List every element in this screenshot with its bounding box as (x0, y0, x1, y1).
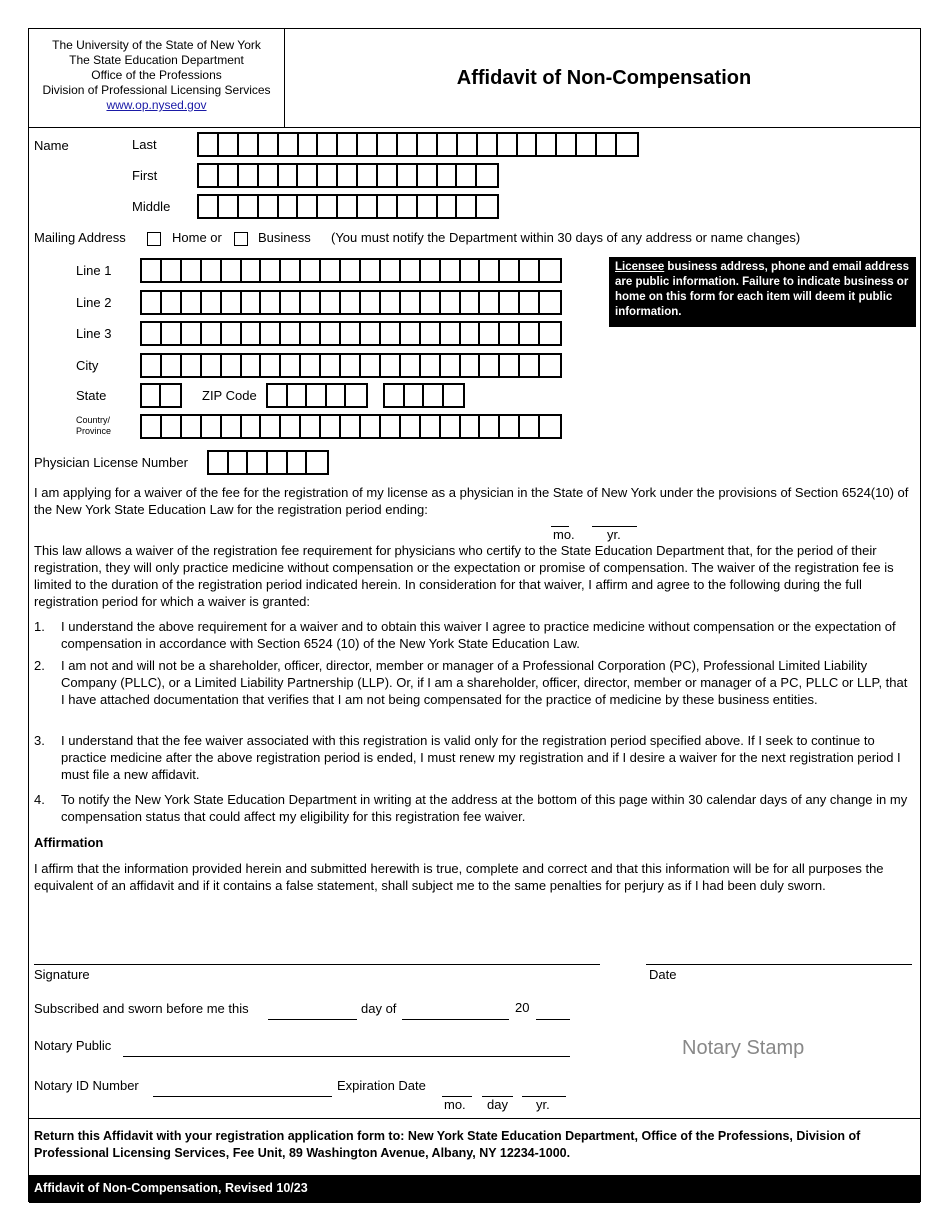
char-box[interactable] (478, 134, 498, 155)
zip-label: ZIP Code (202, 388, 257, 403)
char-box[interactable] (405, 385, 425, 406)
char-box[interactable] (222, 416, 242, 437)
char-box[interactable] (298, 196, 318, 217)
char-box[interactable] (480, 416, 500, 437)
char-box[interactable] (401, 323, 421, 344)
char-box[interactable] (520, 292, 540, 313)
char-box[interactable] (577, 134, 597, 155)
return-instructions: Return this Affidavit with your registration application form to: New York State Education Department, Office of the Professions, Division of Professional Licensing Services, Fee Unit, 89 Washington Avenue, Albany, NY 12234-1000. (34, 1129, 861, 1160)
char-box[interactable] (242, 260, 262, 281)
business-label: Business (258, 230, 311, 245)
char-box[interactable] (438, 196, 458, 217)
char-box[interactable] (358, 134, 378, 155)
char-box[interactable] (401, 416, 421, 437)
char-box[interactable] (457, 196, 477, 217)
country-label (76, 415, 111, 437)
sworn-month-line[interactable] (402, 1019, 509, 1020)
char-box[interactable] (346, 385, 366, 406)
char-box[interactable] (219, 196, 239, 217)
char-box[interactable] (261, 355, 281, 376)
char-box[interactable] (418, 196, 438, 217)
city-boxes[interactable] (140, 353, 562, 378)
char-box[interactable] (421, 416, 441, 437)
char-box[interactable] (288, 452, 308, 473)
char-box[interactable] (398, 196, 418, 217)
notary-id-label: Notary ID Number (34, 1078, 139, 1093)
notary-public-line[interactable] (123, 1056, 570, 1057)
agency-line: The University of the State of New York (52, 38, 261, 52)
char-box[interactable] (378, 134, 398, 155)
char-box[interactable] (477, 196, 497, 217)
char-box[interactable] (378, 165, 398, 186)
public-info-notice (609, 257, 916, 327)
last-name-label: Last (132, 137, 157, 152)
char-box[interactable] (321, 416, 341, 437)
period-year-label: yr. (607, 527, 621, 542)
period-month-label: mo. (553, 527, 575, 542)
char-box[interactable] (161, 385, 180, 406)
char-box[interactable] (421, 323, 441, 344)
char-box[interactable] (259, 134, 279, 155)
char-box[interactable] (242, 292, 262, 313)
char-box[interactable] (202, 292, 222, 313)
signature-label: Signature (34, 967, 90, 982)
first-name-label: First (132, 168, 158, 183)
zip5-boxes[interactable] (266, 383, 368, 408)
char-box[interactable] (299, 134, 319, 155)
char-box[interactable] (142, 385, 161, 406)
char-box[interactable] (444, 385, 463, 406)
license-number-label: Physician License Number (34, 455, 188, 470)
char-box[interactable] (361, 292, 381, 313)
zip4-boxes[interactable] (383, 383, 465, 408)
char-box[interactable] (341, 260, 361, 281)
char-box[interactable] (461, 416, 481, 437)
char-box[interactable] (222, 355, 242, 376)
condition-number: 4. (34, 792, 45, 807)
char-box[interactable] (281, 355, 301, 376)
condition-item (34, 732, 914, 783)
state-label: State (76, 388, 107, 403)
city-label: City (76, 358, 99, 373)
char-box[interactable] (259, 196, 279, 217)
condition-text: To notify the New York State Education Department in writing at the address at the bottom of this page within 30 calendar days of any change in my compensation status that could affect my eligibility for this registration fee waiver. (61, 792, 908, 824)
agency-block (29, 29, 285, 127)
condition-item (34, 657, 914, 708)
address-change-note: (You must notify the Department within 30 days of any address or name changes) (331, 230, 801, 245)
char-box[interactable] (341, 355, 361, 376)
footer-divider (29, 1118, 920, 1119)
char-box[interactable] (321, 260, 341, 281)
char-box[interactable] (239, 134, 259, 155)
char-box[interactable] (480, 260, 500, 281)
website-link[interactable]: www.op.nysed.gov (106, 98, 207, 112)
char-box[interactable] (338, 165, 358, 186)
char-box[interactable] (441, 323, 461, 344)
char-box[interactable] (617, 134, 637, 155)
licensee-emphasis: Licensee (615, 261, 665, 273)
char-box[interactable] (182, 260, 202, 281)
char-box[interactable] (182, 355, 202, 376)
exp-year-label: yr. (536, 1097, 550, 1112)
char-box[interactable] (480, 292, 500, 313)
char-box[interactable] (421, 292, 441, 313)
char-box[interactable] (597, 134, 617, 155)
char-box[interactable] (518, 134, 538, 155)
char-box[interactable] (182, 292, 202, 313)
char-box[interactable] (381, 260, 401, 281)
char-box[interactable] (461, 292, 481, 313)
char-box[interactable] (242, 416, 262, 437)
affirmation-heading: Affirmation (34, 835, 104, 850)
char-box[interactable] (441, 260, 461, 281)
char-box[interactable] (242, 355, 262, 376)
char-box[interactable] (341, 416, 361, 437)
mailing-address-label: Mailing Address (34, 230, 126, 245)
condition-text: I understand the above requirement for a waiver and to obtain this waiver I agree to practice medicine without compensation or the expectation of compensation in accordance with Section 6524 (10) of the New York State Education Law. (61, 619, 896, 651)
char-box[interactable] (398, 134, 418, 155)
char-box[interactable] (318, 134, 338, 155)
exp-day-label: day (487, 1097, 508, 1112)
char-box[interactable] (361, 355, 381, 376)
char-box[interactable] (279, 196, 299, 217)
intro-paragraph: I am applying for a waiver of the fee for the registration of my license as a physician in the State of New York under the provisions of Section 6524(10) of the New York State Education Law for the registration period ending: (34, 485, 909, 517)
char-box[interactable] (385, 385, 405, 406)
char-box[interactable] (457, 165, 477, 186)
char-box[interactable] (162, 416, 182, 437)
char-box[interactable] (338, 196, 358, 217)
char-box[interactable] (424, 385, 444, 406)
law-paragraph: This law allows a waiver of the registration fee requirement for physicians who certify to the State Education Department that, for the period of their registration, they will only practice medicine without compensation or the expectation or promise of compensation. The waiver of the registration fee is limited to the duration of the registration period indicated herein. In consideration for that waiver, I affirm and agree to the following during the full registration period for which a waiver is granted: (34, 543, 894, 609)
char-box[interactable] (321, 292, 341, 313)
char-box[interactable] (142, 355, 162, 376)
condition-number: 2. (34, 658, 45, 673)
char-box[interactable] (338, 134, 358, 155)
first-name-boxes[interactable] (197, 163, 499, 188)
year-prefix: 20 (515, 1000, 530, 1015)
char-box[interactable] (142, 323, 162, 344)
char-box[interactable] (438, 134, 458, 155)
char-box[interactable] (222, 292, 242, 313)
condition-item (34, 618, 914, 652)
char-box[interactable] (199, 196, 219, 217)
char-box[interactable] (461, 323, 481, 344)
notice-text: business address, phone and email address are public information. Failure to indicate business or home on this form for each item will deem it public information. (615, 261, 910, 318)
char-box[interactable] (361, 260, 381, 281)
char-box[interactable] (298, 165, 318, 186)
char-box[interactable] (268, 385, 288, 406)
condition-item (34, 791, 914, 825)
char-box[interactable] (142, 416, 162, 437)
char-box[interactable] (321, 323, 341, 344)
char-box[interactable] (318, 165, 338, 186)
header-divider (29, 127, 920, 128)
char-box[interactable] (199, 134, 219, 155)
form-revision-bar (29, 1175, 920, 1203)
char-box[interactable] (398, 165, 418, 186)
char-box[interactable] (341, 292, 361, 313)
char-box[interactable] (500, 260, 520, 281)
notary-id-line[interactable] (153, 1096, 332, 1097)
char-box[interactable] (239, 196, 259, 217)
char-box[interactable] (381, 416, 401, 437)
char-box[interactable] (500, 323, 520, 344)
char-box[interactable] (219, 165, 239, 186)
char-box[interactable] (281, 323, 301, 344)
char-box[interactable] (520, 355, 540, 376)
char-box[interactable] (378, 196, 398, 217)
char-box[interactable] (520, 416, 540, 437)
char-box[interactable] (540, 323, 560, 344)
char-box[interactable] (361, 323, 381, 344)
char-box[interactable] (401, 260, 421, 281)
char-box[interactable] (261, 260, 281, 281)
char-box[interactable] (480, 355, 500, 376)
country-label-line2: Province (76, 426, 112, 436)
char-box[interactable] (477, 165, 497, 186)
char-box[interactable] (288, 385, 308, 406)
char-box[interactable] (418, 134, 438, 155)
char-box[interactable] (307, 385, 327, 406)
char-box[interactable] (301, 416, 321, 437)
char-box[interactable] (301, 292, 321, 313)
char-box[interactable] (381, 323, 401, 344)
char-box[interactable] (520, 260, 540, 281)
country-boxes[interactable] (140, 414, 562, 439)
middle-name-boxes[interactable] (197, 194, 499, 219)
char-box[interactable] (441, 355, 461, 376)
char-box[interactable] (318, 196, 338, 217)
char-box[interactable] (500, 416, 520, 437)
char-box[interactable] (182, 416, 202, 437)
address-line3-label: Line 3 (76, 326, 112, 341)
char-box[interactable] (461, 355, 481, 376)
middle-name-label: Middle (132, 199, 171, 214)
address-line2-label: Line 2 (76, 295, 112, 310)
char-box[interactable] (557, 134, 577, 155)
business-checkbox[interactable] (234, 232, 248, 246)
char-box[interactable] (358, 165, 378, 186)
home-label: Home or (172, 230, 222, 245)
condition-text: I am not and will not be a shareholder, officer, director, member or manager of a Professional Corporation (PC), Professional Limited Liability Company (PLLC), or a Limited Liability Partnership (LLP). Or, if I am a shareholder, officer, director, member or manager of a PC, PLLC or LLP, that I have attached documentation that verifies that I am not being compensated for the practice of medicine by these business entities. (61, 658, 908, 707)
char-box[interactable] (500, 292, 520, 313)
char-box[interactable] (301, 260, 321, 281)
char-box[interactable] (418, 165, 438, 186)
agency-line: Division of Professional Licensing Services (42, 83, 271, 97)
affirmation-text: I affirm that the information provided herein and submitted herewith is true, complete and correct and that this information will be for all purposes the equivalent of an affidavit and if it contains a false statement, shall subject me to the same penalties for perjury as if I had been duly sworn. (34, 861, 884, 893)
char-box[interactable] (401, 355, 421, 376)
char-box[interactable] (301, 323, 321, 344)
char-box[interactable] (142, 260, 162, 281)
char-box[interactable] (261, 292, 281, 313)
license-number-boxes[interactable] (207, 450, 329, 475)
char-box[interactable] (421, 260, 441, 281)
char-box[interactable] (259, 165, 279, 186)
condition-number: 1. (34, 619, 45, 634)
char-box[interactable] (279, 134, 299, 155)
agency-line: The State Education Department (69, 53, 244, 67)
address-line1-boxes[interactable] (140, 258, 562, 283)
condition-number: 3. (34, 733, 45, 748)
char-box[interactable] (229, 452, 249, 473)
char-box[interactable] (209, 452, 229, 473)
exp-month-label: mo. (444, 1097, 466, 1112)
char-box[interactable] (219, 134, 239, 155)
char-box[interactable] (540, 355, 560, 376)
char-box[interactable] (520, 323, 540, 344)
char-box[interactable] (358, 196, 378, 217)
char-box[interactable] (540, 260, 560, 281)
country-label-line1: Country/ (76, 415, 111, 425)
char-box[interactable] (242, 323, 262, 344)
char-box[interactable] (261, 323, 281, 344)
sworn-day-line[interactable] (268, 1019, 357, 1020)
date-line[interactable] (646, 964, 912, 965)
home-checkbox[interactable] (147, 232, 161, 246)
char-box[interactable] (281, 260, 301, 281)
last-name-boxes[interactable] (197, 132, 639, 157)
char-box[interactable] (222, 260, 242, 281)
char-box[interactable] (301, 355, 321, 376)
form-revision-label: Affidavit of Non-Compensation, Revised 10/23 (34, 1181, 308, 1195)
char-box[interactable] (361, 416, 381, 437)
char-box[interactable] (341, 323, 361, 344)
char-box[interactable] (239, 165, 259, 186)
sworn-prefix: Subscribed and sworn before me this (34, 1001, 249, 1016)
char-box[interactable] (202, 260, 222, 281)
char-box[interactable] (500, 355, 520, 376)
char-box[interactable] (321, 355, 341, 376)
char-box[interactable] (441, 292, 461, 313)
char-box[interactable] (142, 292, 162, 313)
char-box[interactable] (540, 416, 560, 437)
sworn-year-line[interactable] (536, 1019, 570, 1020)
char-box[interactable] (202, 355, 222, 376)
notary-public-label: Notary Public (34, 1038, 112, 1053)
char-box[interactable] (261, 416, 281, 437)
char-box[interactable] (401, 292, 421, 313)
date-label: Date (649, 967, 677, 982)
notary-stamp-area: Notary Stamp (682, 1037, 805, 1059)
char-box[interactable] (279, 165, 299, 186)
expiration-date-label: Expiration Date (337, 1078, 426, 1093)
char-box[interactable] (202, 416, 222, 437)
name-label: Name (34, 138, 69, 153)
char-box[interactable] (498, 134, 518, 155)
char-box[interactable] (162, 260, 182, 281)
char-box[interactable] (162, 355, 182, 376)
char-box[interactable] (268, 452, 288, 473)
address-line1-label: Line 1 (76, 263, 112, 278)
day-of-label: day of (361, 1001, 397, 1016)
char-box[interactable] (199, 165, 219, 186)
char-box[interactable] (182, 323, 202, 344)
char-box[interactable] (162, 323, 182, 344)
char-box[interactable] (202, 323, 222, 344)
char-box[interactable] (162, 292, 182, 313)
char-box[interactable] (327, 385, 347, 406)
char-box[interactable] (381, 292, 401, 313)
agency-line: Office of the Professions (91, 68, 222, 82)
char-box[interactable] (441, 416, 461, 437)
char-box[interactable] (461, 260, 481, 281)
condition-text: I understand that the fee waiver associated with this registration is valid only for the registration period specified above. If I seek to continue to practice medicine after the above registration period is ended, I must renew my registration and if I desire a waiver for the next registration period I must file a new affidavit. (61, 733, 901, 782)
char-box[interactable] (458, 134, 478, 155)
char-box[interactable] (281, 292, 301, 313)
char-box[interactable] (421, 355, 441, 376)
char-box[interactable] (222, 323, 242, 344)
char-box[interactable] (438, 165, 458, 186)
state-boxes[interactable] (140, 383, 182, 408)
address-line3-boxes[interactable] (140, 321, 562, 346)
char-box[interactable] (480, 323, 500, 344)
char-box[interactable] (540, 292, 560, 313)
char-box[interactable] (381, 355, 401, 376)
signature-line[interactable] (34, 964, 600, 965)
char-box[interactable] (248, 452, 268, 473)
char-box[interactable] (281, 416, 301, 437)
char-box[interactable] (307, 452, 327, 473)
form-title: Affidavit of Non-Compensation (456, 66, 752, 89)
affidavit-form (28, 28, 921, 1202)
char-box[interactable] (537, 134, 557, 155)
address-line2-boxes[interactable] (140, 290, 562, 315)
